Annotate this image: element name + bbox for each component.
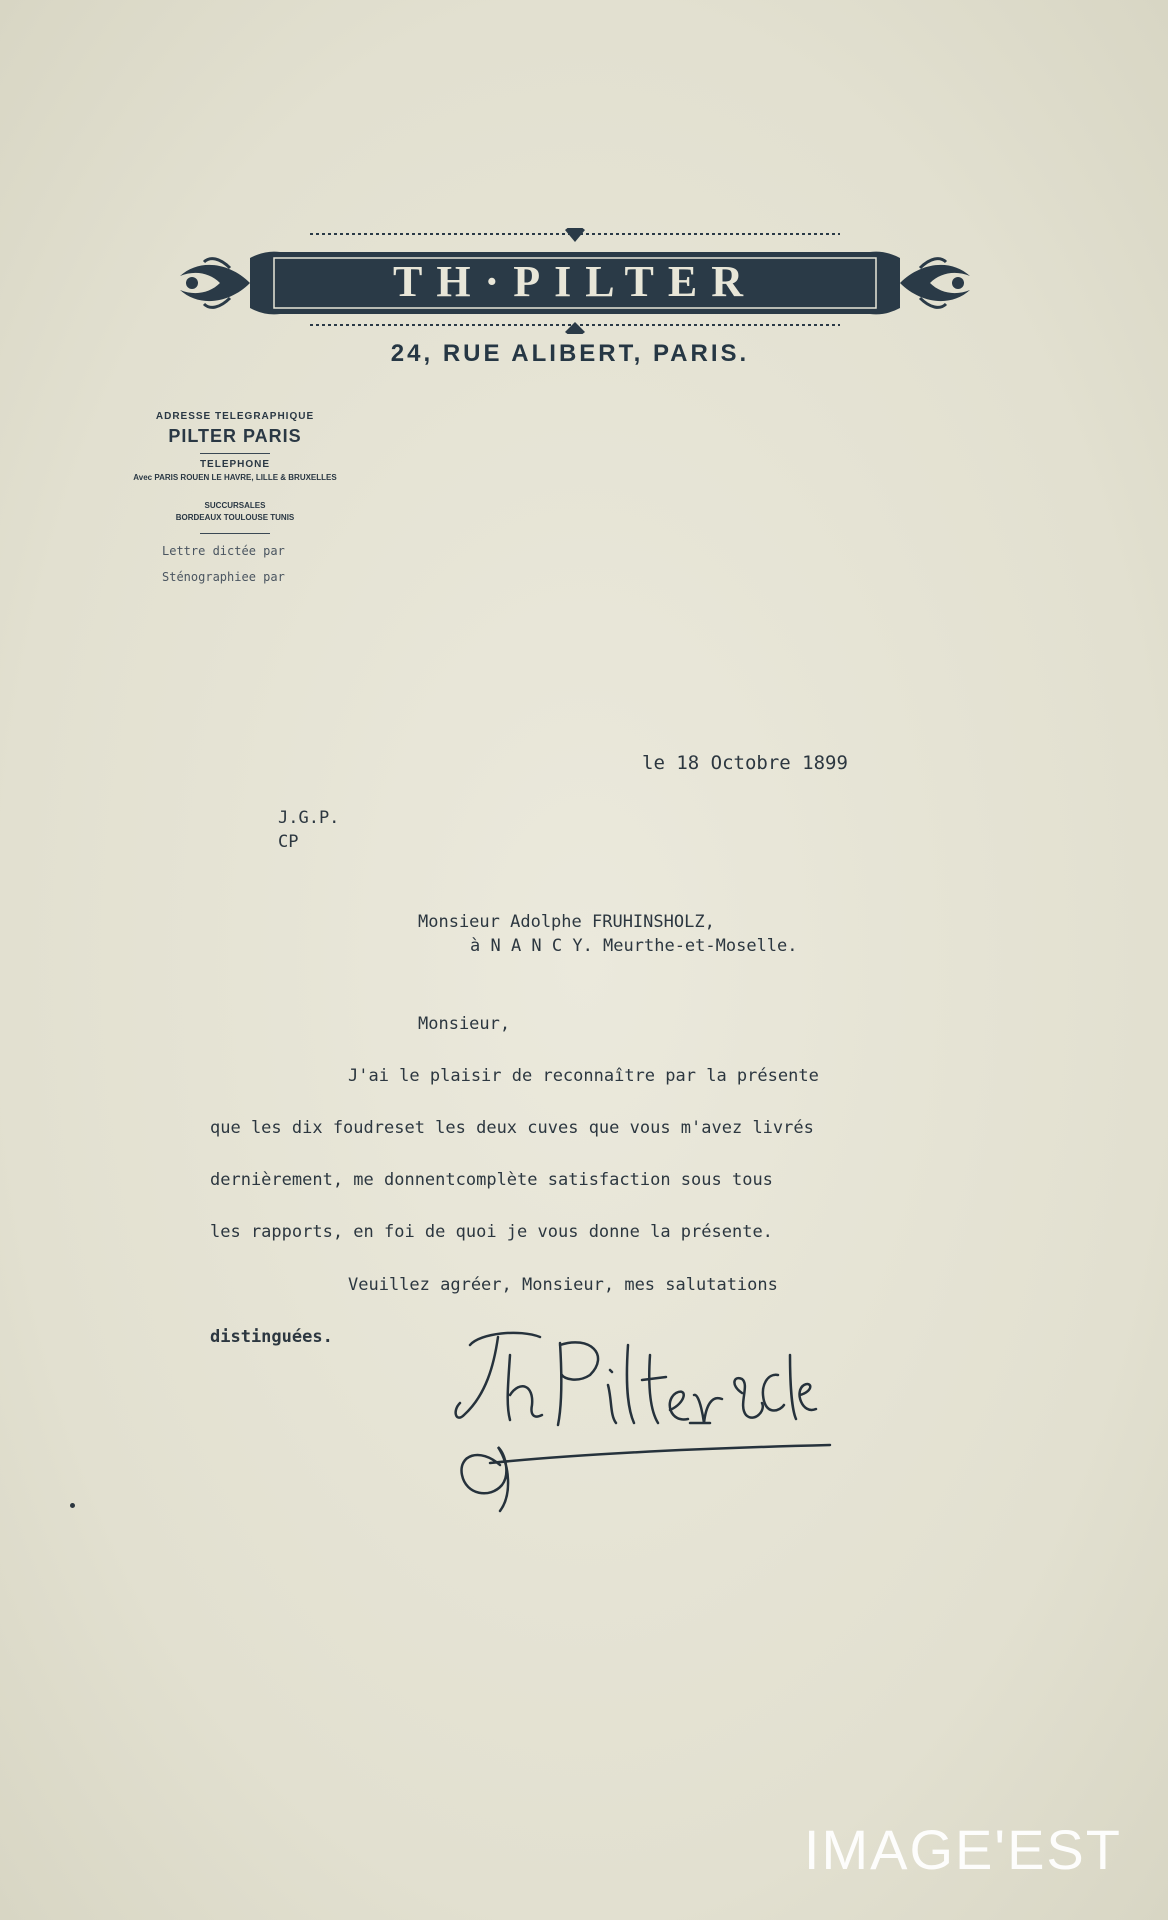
divider	[80, 528, 390, 538]
branches-cities: BORDEAUX TOULOUSE TUNIS	[175, 513, 295, 522]
watermark-logo: IMAGE'EST	[803, 1818, 1122, 1881]
recipient-name: Monsieur Adolphe FRUHINSHOLZ,	[418, 912, 715, 932]
closing-line: distinguées.	[210, 1327, 333, 1347]
telegraph-label: ADRESSE TELEGRAPHIQUE	[155, 411, 315, 422]
salutation: Monsieur,	[418, 1014, 511, 1034]
shorthand-by: Sténographiee par	[162, 570, 285, 584]
letter-date: le 18 Octobre 1899	[642, 752, 848, 774]
body-line: J'ai le plaisir de reconnaître par la présente	[348, 1066, 819, 1086]
telephone-label: TELEPHONE	[199, 459, 271, 470]
letterhead-banner	[170, 228, 980, 334]
company-name: TH·PILTER	[392, 257, 758, 306]
body-line: les rapports, en foi de quoi je vous donne la présente.	[210, 1222, 773, 1242]
branches-label: SUCCURSALES	[204, 501, 266, 510]
telegraph-value: PILTER PARIS	[168, 426, 302, 446]
body-line: que les dix foudreset les deux cuves que vous m'avez livrés	[210, 1118, 814, 1138]
dictated-by: Lettre dictée par	[162, 544, 285, 558]
divider	[80, 448, 390, 458]
recipient-place: à N A N C Y. Meurthe-et-Moselle.	[470, 936, 798, 956]
reference-cp: CP	[278, 832, 299, 852]
letterhead-sidebar	[80, 410, 390, 590]
handwritten-signature	[450, 1315, 850, 1519]
company-address: 24, RUE ALIBERT, PARIS.	[390, 340, 750, 367]
telephone-cities: Avec PARIS ROUEN LE HAVRE, LILLE & BRUXELLES	[133, 473, 337, 482]
reference-initials: J.G.P.	[278, 808, 340, 828]
closing-line: Veuillez agréer, Monsieur, mes salutations	[348, 1275, 778, 1295]
ink-mark	[70, 1503, 75, 1508]
body-line: dernièrement, me donnentcomplète satisfaction sous tous	[210, 1170, 773, 1190]
